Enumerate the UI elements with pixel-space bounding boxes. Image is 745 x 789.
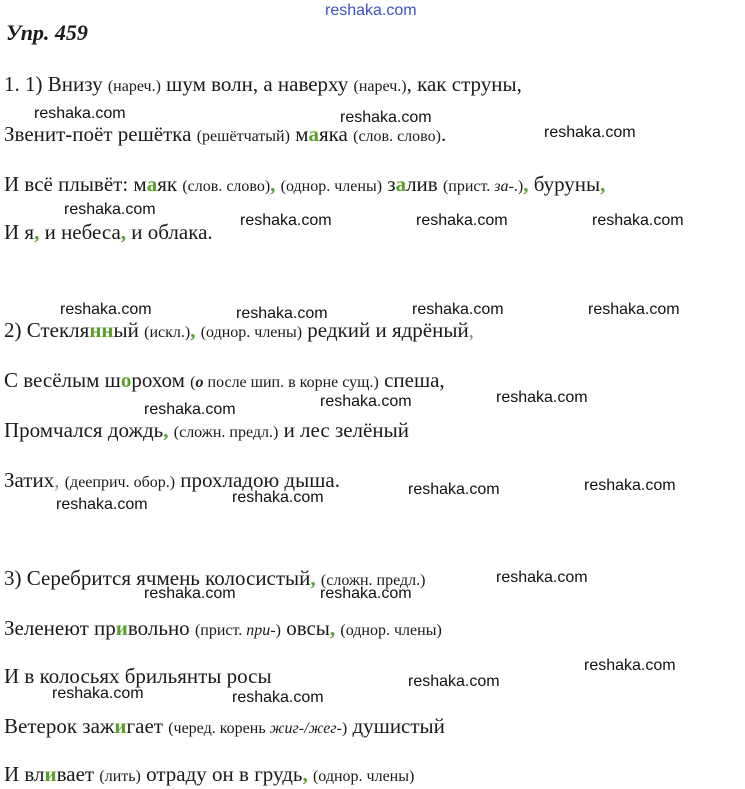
text: вольно [127,616,195,640]
site-header-watermark: reshaka.com [325,2,417,19]
text: С весёлым ш [4,368,121,392]
highlight-letter: нн [89,318,114,342]
note: ) [341,720,348,737]
watermark: reshaka.com [496,389,588,406]
highlight-letter: а [308,122,319,146]
text: 1. 1) Внизу [4,72,108,96]
note: о [195,374,204,391]
text: як [157,172,183,196]
text: Звенит-поёт решётка [4,122,197,146]
note: при- [246,622,276,639]
note: (однор. члены) [200,324,303,341]
poem1-line3 [4,172,605,199]
text: овсы [280,616,330,640]
watermark: reshaka.com [232,689,324,706]
poem3-line2 [4,616,442,643]
note: (однор. члены) [280,178,383,195]
watermark: reshaka.com [34,105,126,122]
text: , как струны, [406,72,522,96]
text: м [289,122,309,146]
highlight-comma: , [190,318,196,342]
text: прохладою дыша. [175,468,340,492]
note: (нареч.) [353,78,407,95]
highlight-letter: и [114,714,127,738]
text: И вл [4,762,45,786]
note: ( [190,374,196,391]
text: 2) Стекля [4,318,90,342]
watermark: reshaka.com [496,569,588,586]
watermark: reshaka.com [416,212,508,229]
watermark: reshaka.com [320,393,412,410]
watermark: reshaka.com [320,585,412,602]
note: (прист. [194,622,247,639]
text: и небеса [39,220,121,244]
text: редкий и ядрёный [302,318,469,342]
highlight-letter: а [395,172,407,196]
exercise-title: Упр. 459 [6,20,88,45]
note: (однор. члены) [312,768,415,785]
highlight-comma: , [34,220,40,244]
watermark: reshaka.com [592,212,684,229]
highlight-comma: , [600,172,606,196]
note: (черед. корень [168,720,270,737]
note: (решётчатый) [196,128,290,145]
watermark: reshaka.com [144,401,236,418]
text: И в колосьях брильянты росы [4,664,272,688]
watermark: reshaka.com [56,496,148,513]
comma: , [468,318,474,342]
comma: , [54,468,60,492]
text: и облака. [126,220,213,244]
watermark: reshaka.com [412,301,504,318]
poem2-line2 [4,368,445,395]
text: буруны [528,172,601,196]
text: лив [406,172,443,196]
note: (искл.) [144,324,191,341]
text: 3) Серебрится ячмень колосистый [4,566,311,590]
text: . [440,122,447,146]
note: (слов. слово) [353,128,441,145]
note: (лить) [99,768,141,785]
watermark: reshaka.com [144,585,236,602]
text: гает [126,714,169,738]
highlight-comma: , [270,172,276,196]
text: ый [113,318,145,342]
text: Затих [4,468,55,492]
note: (прист. [442,178,495,195]
note: (сложн. предл.) [173,424,279,441]
watermark: reshaka.com [584,657,676,674]
poem3-line4 [4,714,445,741]
watermark: reshaka.com [584,477,676,494]
text: И я [4,220,35,244]
highlight-comma: , [120,220,127,244]
note: ) [275,622,281,639]
watermark: reshaka.com [52,685,144,702]
text: Ветерок заж [4,714,115,738]
watermark: reshaka.com [340,109,432,126]
watermark: reshaka.com [60,301,152,318]
text: рохом [131,368,191,392]
note: (слов. слово) [182,178,271,195]
highlight-letter: и [44,762,57,786]
text: шум волн, а наверху [160,72,354,96]
watermark: reshaka.com [408,673,500,690]
text: вает [56,762,100,786]
watermark: reshaka.com [588,301,680,318]
highlight-comma: , [302,762,308,786]
text: Промчался дождь [4,418,164,442]
text: з [382,172,396,196]
highlight-comma: , [310,566,316,590]
text: душистый [347,714,445,738]
poem1-line1 [4,72,522,99]
note: (дееприч. обор.) [64,474,176,491]
highlight-comma: , [163,418,169,442]
note: (нареч.) [107,78,161,95]
watermark: reshaka.com [240,212,332,229]
highlight-comma: , [523,172,529,196]
watermark: reshaka.com [64,201,156,218]
watermark: reshaka.com [232,489,324,506]
poem3-line5 [4,762,414,789]
text: спеша, [378,368,445,392]
watermark: reshaka.com [544,124,636,141]
text: яка [318,122,354,146]
note: за- [494,178,514,195]
highlight-letter: и [115,616,128,640]
text: отраду он в грудь [140,762,303,786]
highlight-comma: , [329,616,336,640]
highlight-letter: а [146,172,158,196]
text: И всё плывёт: м [4,172,147,196]
watermark: reshaka.com [408,481,500,498]
poem1-line4 [4,220,213,244]
note: (сложн. предл.) [320,572,426,589]
poem2-line3 [4,418,409,445]
note: жиг-/жег- [269,720,342,737]
text: Зеленеют пр [4,616,116,640]
note: .) [513,178,524,195]
text: и лес зелёный [278,418,409,442]
highlight-letter: о [120,368,132,392]
note: после шип. в корне сущ.) [203,374,379,391]
watermark: reshaka.com [236,305,328,322]
note: (однор. члены) [340,622,442,639]
